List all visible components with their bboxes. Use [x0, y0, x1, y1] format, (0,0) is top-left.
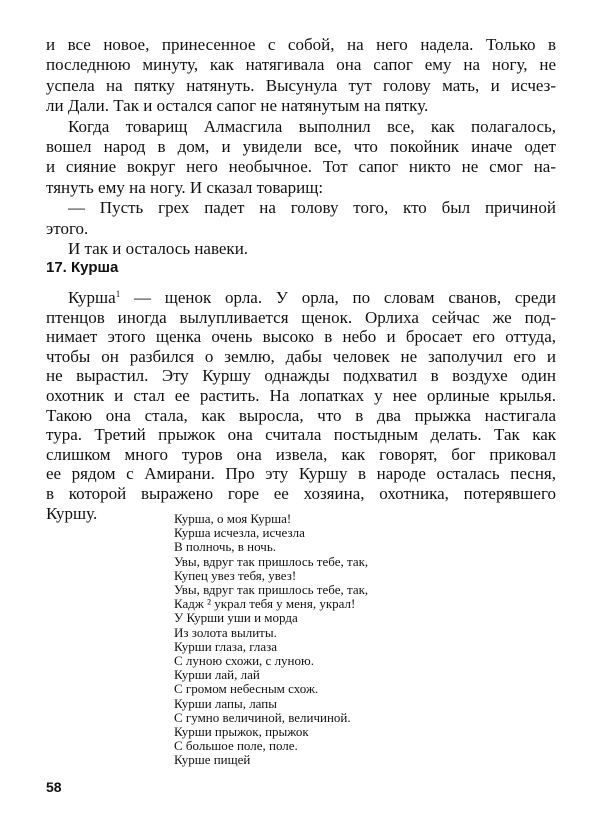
paragraph-start-rest: — щенок орла. У орла, по словам сванов, среди [120, 288, 556, 307]
verse-line: Курше пищей [174, 752, 251, 768]
verse-line: С большое поле, поле. [174, 738, 298, 754]
verse-line: Увы, вдруг так пришлось тебе, так, [174, 582, 369, 598]
text-line: нимает этого щенка очень высоко в небо и бросает его оттуда, [46, 327, 556, 347]
kursha-paragraph [46, 288, 556, 523]
text-line: птенцов иногда вылупливается щенок. Орлиха сейчас же под- [46, 307, 556, 327]
text-line: ли Дали. Так и остался сапог не натянутым на пятку. [46, 96, 429, 116]
text-line: чтобы он разбился о землю, дабы человек не заполучил его и [46, 346, 556, 366]
verse-line: С луною схожи, с луною. [174, 653, 314, 669]
verse-line: Курши лай, лай [174, 667, 260, 683]
text-line: Когда товарищ Алмасгила выполнил все, как полагалось, [68, 116, 556, 136]
paragraph-start-word: Курша [68, 288, 116, 307]
page-number: 58 [46, 779, 62, 795]
verse-line: Курша исчезла, исчезла [174, 525, 305, 541]
verse-line: Курша, о моя Курша! [174, 511, 292, 526]
text-line: вошел народ в дом, и увидели все, что покойник иначе одет [46, 136, 556, 156]
verse-line: У Курши уши и морда [174, 610, 298, 626]
text-line: и все новое, принесенное с собой, на него надела. Только в [46, 35, 556, 54]
verse-line: С гумно величиной, величиной. [174, 709, 351, 725]
section-heading: 17. Курша [46, 259, 119, 276]
text-line: — Пусть грех падет на голову того, кто был причиной [68, 198, 556, 218]
text-line: тянуть ему на ногу. И сказал товарищ: [46, 177, 324, 197]
verse-line: Из золота вылиты. [174, 624, 277, 640]
verse-line: Кадж ² украл тебя у меня, украл! [174, 596, 356, 612]
text-line: последнюю минуту, как натягивала она сапог ему на ногу, не [46, 55, 556, 75]
verse-line: Курши лапы, лапы [174, 695, 277, 711]
text-line: Куршу. [46, 503, 98, 523]
story-ending-text [46, 35, 556, 259]
verse-line: В полночь, в ночь. [174, 539, 277, 555]
text-line: Такою она стала, как выросла, что в два прыжка настигала [46, 405, 556, 425]
verse-line: Курши глаза, глаза [174, 638, 278, 654]
text-line: слишком много туров она извела, как говорят, бог приковал [46, 444, 556, 464]
verse-line: Купец увез тебя, увез! [174, 567, 297, 583]
footnote-marker: 1 [115, 289, 121, 299]
text-line [46, 288, 556, 308]
text-line: И так и осталось навеки. [68, 238, 249, 258]
text-line: и сияние вокруг него необычное. Тот сапог никто не смог на- [46, 157, 556, 177]
text-line: тура. Третий прыжок она считала постыдным делать. Так как [46, 425, 556, 445]
verse-line: Увы, вдруг так пришлось тебе, так, [174, 553, 369, 569]
text-line: ее рядом с Амирани. Про эту Куршу в народе осталась песня, [46, 464, 556, 484]
text-line: охотник и стал ее растить. На лопатках у нее орлиные крылья. [46, 385, 556, 405]
text-line: не вырастил. Эту Куршу однажды подхватил в воздухе один [46, 366, 556, 386]
verse-line: С громом небесным схож. [174, 681, 319, 697]
text-line: этого. [46, 218, 89, 238]
verse-line: Курши прыжок, прыжок [174, 724, 309, 740]
song-verse [174, 512, 368, 768]
text-line: успела на пятку натянуть. Высунула тут голову мать, и исчез- [46, 75, 556, 95]
text-line: в которой выражено горе ее хозяина, охотника, потерявшего [46, 483, 556, 503]
